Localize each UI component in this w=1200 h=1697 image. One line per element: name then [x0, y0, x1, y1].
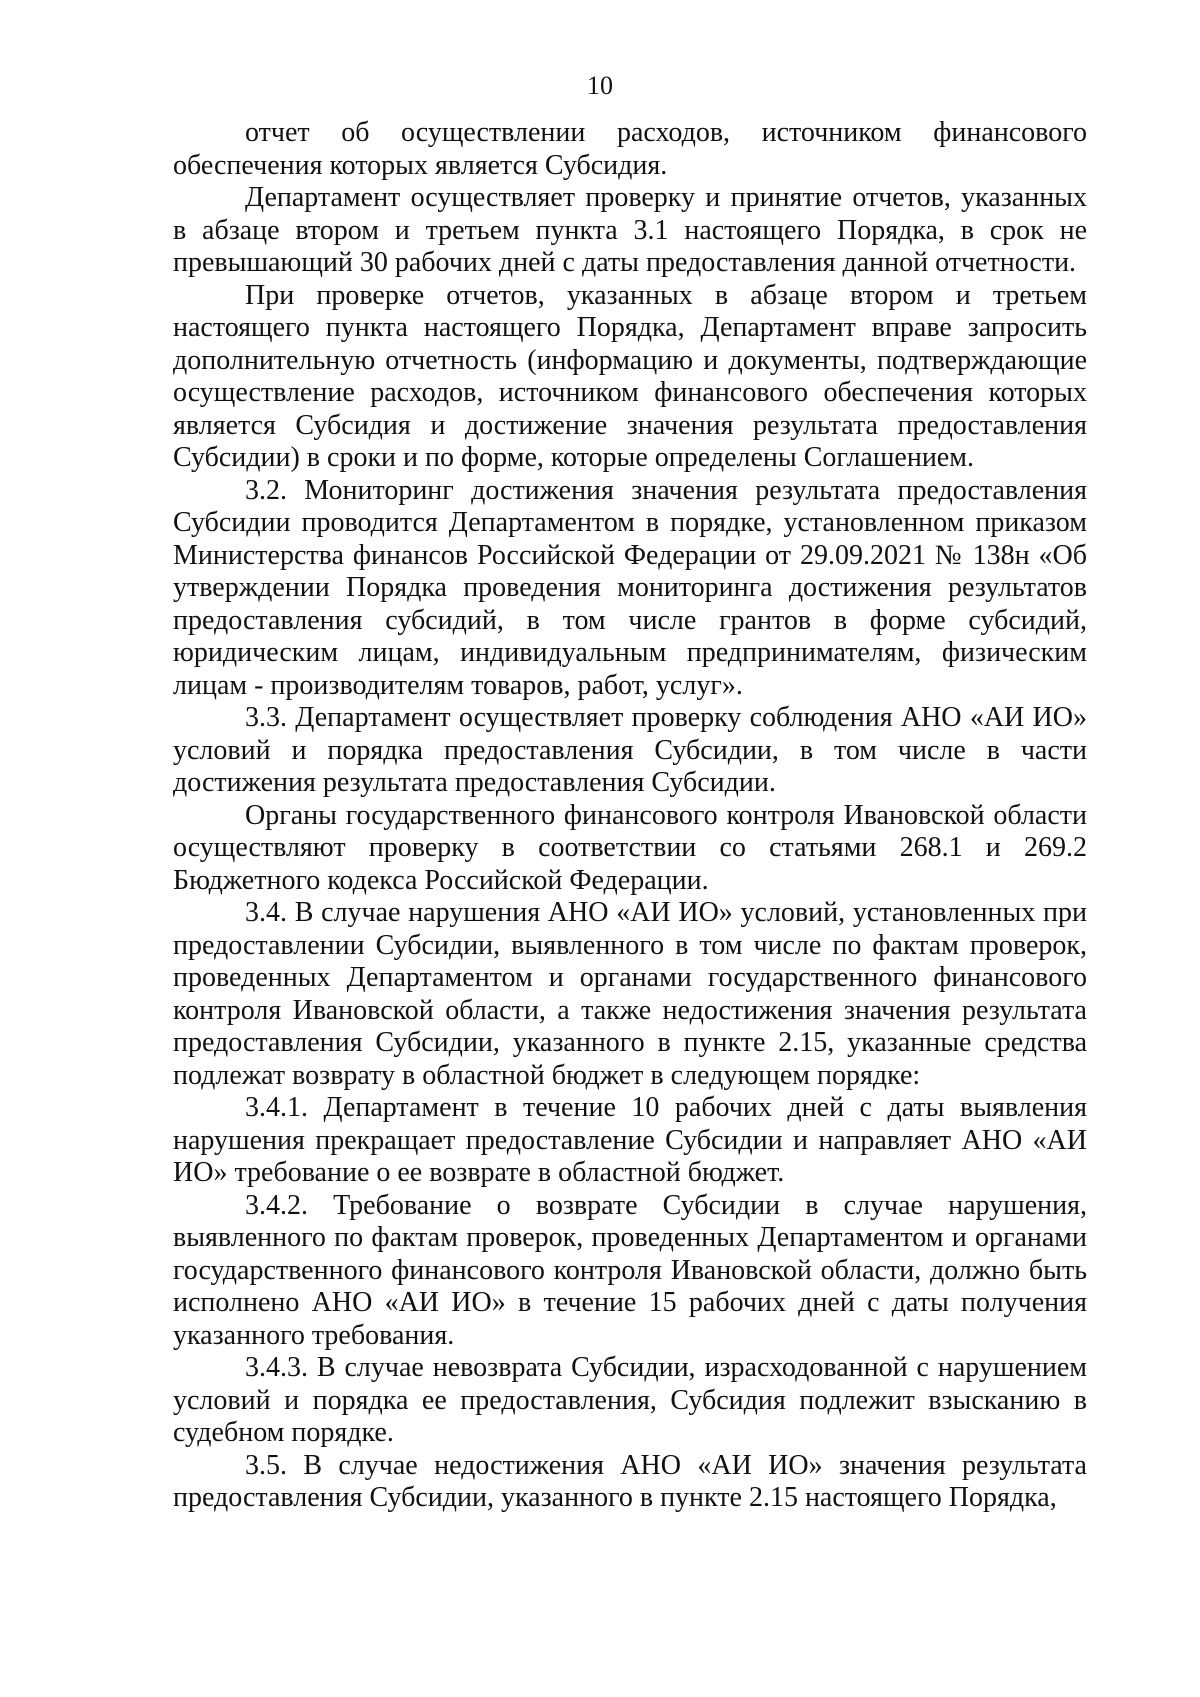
- paragraph-3-4-1: 3.4.1. Департамент в течение 10 рабочих дней с даты выявления нарушения прекращает предоставление Субсидии и направляет АНО «АИ ИО» требование о ее возврате в областной бюджет.: [173, 1092, 1087, 1188]
- paragraph-3-3-compliance-check: 3.3. Департамент осуществляет проверку соблюдения АНО «АИ ИО» условий и порядка предоставления Субсидии, в том числе в части достижения результата предоставления Субсидии.: [173, 702, 1087, 798]
- paragraph-report-review: Департамент осуществляет проверку и принятие отчетов, указанных в абзаце втором и третьем пункта 3.1 настоящего Порядка, в срок не превышающий 30 рабочих дней с даты предоставления данной отчетности.: [173, 182, 1087, 278]
- document-body: [173, 117, 1087, 1515]
- paragraph-3-4-violation: 3.4. В случае нарушения АНО «АИ ИО» условий, установленных при предоставлении Субсидии, выявленного в том числе по фактам проверок, проведенных Департаментом и органами государственного финансового контроля Ивановской области, а также недостижения значения результата предоставления Субсидии, указанного в пункте 2.15, указанные средства подлежат возврату в областной бюджет в следующем порядке:: [173, 897, 1087, 1091]
- paragraph-3-4-2: 3.4.2. Требование о возврате Субсидии в случае нарушения, выявленного по фактам проверок, проведенных Департаментом и органами государственного финансового контроля Ивановской области, должно быть исполнено АНО «АИ ИО» в течение 15 рабочих дней с даты получения указанного требования.: [173, 1189, 1087, 1351]
- paragraph-3-2-monitoring: 3.2. Мониторинг достижения значения результата предоставления Субсидии проводится Департаментом в порядке, установленном приказом Министерства финансов Российской Федерации от 29.09.2021 № 138н «Об утверждении Порядка проведения мониторинга достижения результатов предоставления субсидий, в том числе грантов в форме субсидий, юридическим лицам, индивидуальным предпринимателям, физическим лицам - производителям товаров, работ, услуг».: [173, 474, 1087, 701]
- paragraph-report-continuation: отчет об осуществлении расходов, источником финансового обеспечения которых является Субсидия.: [173, 117, 1087, 181]
- page-number: 10: [587, 71, 613, 100]
- paragraph-financial-control: Органы государственного финансового контроля Ивановской области осуществляют проверку в соответствии со статьями 268.1 и 269.2 Бюджетного кодекса Российской Федерации.: [173, 799, 1087, 896]
- paragraph-3-5: 3.5. В случае недостижения АНО «АИ ИО» значения результата предоставления Субсидии, указанного в пункте 2.15 настоящего Порядка,: [173, 1449, 1087, 1513]
- paragraph-3-4-3: 3.4.3. В случае невозврата Субсидии, израсходованной с нарушением условий и порядка ее предоставления, Субсидия подлежит взысканию в судебном порядке.: [173, 1352, 1087, 1448]
- paragraph-additional-reporting: При проверке отчетов, указанных в абзаце втором и третьем настоящего пункта настоящего Порядка, Департамент вправе запросить дополнительную отчетность (информацию и документы, подтверждающие осуществление расходов, источником финансового обеспечения которых является Субсидия и достижение значения результата предоставления Субсидии) в сроки и по форме, которые определены Соглашением.: [173, 279, 1087, 473]
